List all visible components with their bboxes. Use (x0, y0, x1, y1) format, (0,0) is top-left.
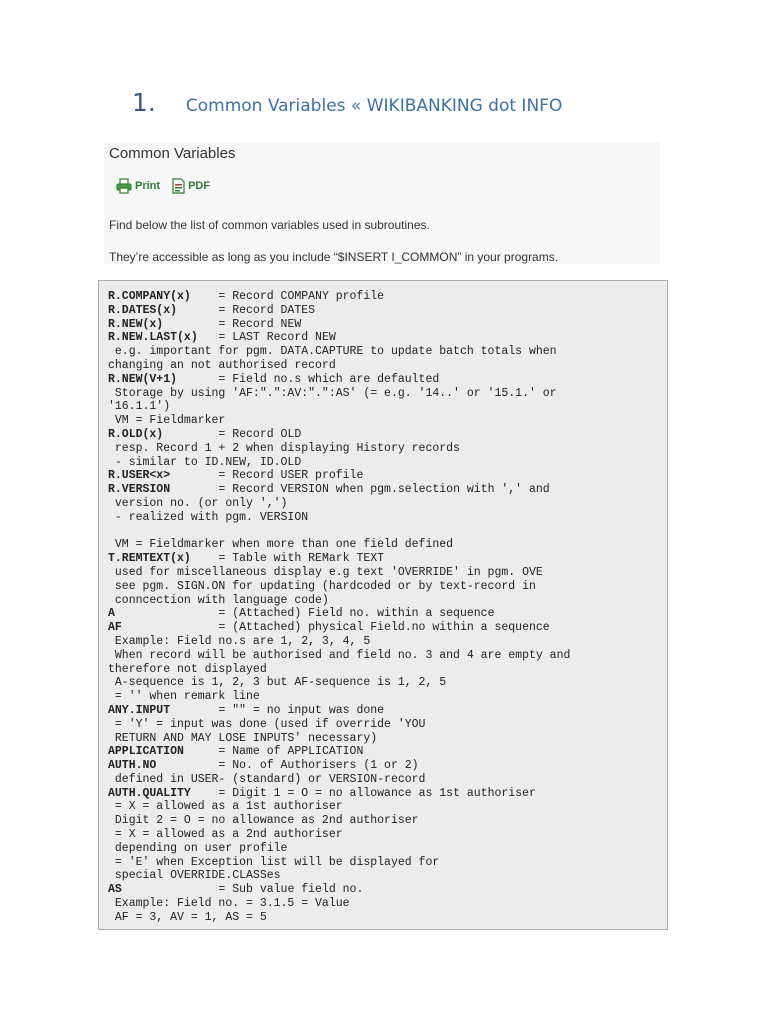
code-line (108, 787, 667, 801)
variable-description: AF = 3, AV = 1, AS = 5 (108, 910, 267, 924)
code-block (98, 280, 668, 930)
code-line (108, 690, 667, 704)
code-line (108, 869, 667, 883)
variable-description: = "" = no input was done (170, 703, 385, 717)
code-line (108, 442, 667, 456)
variable-description: therefore not displayed (108, 662, 267, 676)
code-line (108, 745, 667, 759)
code-line (108, 897, 667, 911)
variable-description: = 'E' when Exception list will be displayed for (108, 855, 440, 869)
variable-name: T.REMTEXT(x) (108, 552, 191, 566)
code-line (108, 649, 667, 663)
print-button[interactable] (116, 178, 160, 194)
variable-description: = Record DATES (177, 303, 316, 317)
variable-description: VM = Fieldmarker (108, 414, 226, 428)
variable-description: special OVERRIDE.CLASSes (108, 869, 281, 883)
variable-description: - realized with pgm. VERSION (108, 510, 309, 524)
printer-icon (116, 178, 132, 194)
variable-name: R.VERSION (108, 483, 171, 497)
code-line (108, 345, 667, 359)
variable-description: = Record NEW (163, 317, 302, 331)
variable-description: = Field no.s which are defaulted (177, 372, 440, 386)
variable-description: When record will be authorised and field no. 3 and 4 are empty and (108, 648, 571, 662)
variable-description: Digit 2 = O = no allowance as 2nd authoriser (108, 814, 419, 828)
code-line (108, 704, 667, 718)
code-line (108, 607, 667, 621)
variable-description: = Record OLD (163, 427, 302, 441)
variable-name: AUTH.QUALITY (108, 786, 191, 800)
code-line (108, 414, 667, 428)
variable-name: R.DATES(x) (108, 303, 178, 317)
toolbar (116, 178, 222, 194)
variable-name: AF (108, 621, 122, 635)
code-line (108, 676, 667, 690)
variable-name: R.NEW(x) (108, 317, 164, 331)
pdf-button[interactable] (172, 178, 210, 194)
variable-description: see pgm. SIGN.ON for updating (hardcoded or by text-record in (108, 579, 536, 593)
variable-name: R.USER<x> (108, 469, 171, 483)
variable-description: = Table with REMark TEXT (190, 552, 385, 566)
variable-description: VM = Fieldmarker when more than one field defined (108, 538, 454, 552)
code-line (108, 635, 667, 649)
code-line (108, 469, 667, 483)
list-number: 1. (132, 88, 156, 117)
pdf-label: PDF (188, 180, 211, 192)
code-line (108, 828, 667, 842)
code-line (108, 718, 667, 732)
variable-name: R.COMPANY(x) (108, 290, 191, 303)
variable-name: APPLICATION (108, 745, 184, 759)
code-line (108, 304, 667, 318)
pdf-icon (172, 178, 185, 194)
code-line (108, 814, 667, 828)
variable-description: e.g. important for pgm. DATA.CAPTURE to update batch totals when (108, 345, 557, 359)
code-line (108, 456, 667, 470)
code-line (108, 373, 667, 387)
code-line (108, 800, 667, 814)
code-line (108, 497, 667, 511)
code-line (108, 538, 667, 552)
variable-description: = No. of Authorisers (1 or 2) (156, 759, 419, 773)
variable-description: Example: Field no. = 3.1.5 = Value (108, 897, 350, 911)
page-title: Common Variables « WIKIBANKING dot INFO (185, 96, 563, 116)
variable-description: = Name of APPLICATION (183, 745, 364, 759)
variable-description: depending on user profile (108, 841, 288, 855)
variable-description: - similar to ID.NEW, ID.OLD (108, 455, 302, 469)
print-label: Print (135, 180, 161, 192)
variable-description: = X = allowed as a 2nd authoriser (108, 828, 343, 842)
variable-description: = Record VERSION when pgm.selection with ',' and (170, 483, 550, 497)
variable-description: = LAST Record NEW (197, 331, 336, 345)
code-line (108, 856, 667, 870)
variable-description: = (Attached) physical Field.no within a sequence (121, 621, 550, 635)
code-line (108, 732, 667, 746)
variable-description: version no. (or only ',') (108, 496, 288, 510)
code-line (108, 359, 667, 373)
variable-description: defined in USER- (standard) or VERSION-record (108, 772, 426, 786)
code-line (108, 552, 667, 566)
variable-description: '16.1.1') (108, 400, 171, 414)
code-line (108, 759, 667, 773)
variable-description: resp. Record 1 + 2 when displaying History records (108, 441, 460, 455)
code-line (108, 331, 667, 345)
variable-name: R.NEW(V+1) (108, 372, 178, 386)
intro-panel (104, 142, 660, 264)
code-line (108, 318, 667, 332)
code-line (108, 883, 667, 897)
code-line (108, 511, 667, 525)
variable-description: Example: Field no.s are 1, 2, 3, 4, 5 (108, 634, 371, 648)
code-line (108, 580, 667, 594)
variable-description: = Digit 1 = O = no allowance as 1st authoriser (190, 786, 536, 800)
variable-description: = Sub value field no. (121, 883, 364, 897)
code-line (108, 621, 667, 635)
intro-paragraph: Find below the list of common variables used in subroutines. (109, 218, 430, 232)
variable-name: R.OLD(x) (108, 427, 164, 441)
code-line (108, 483, 667, 497)
variable-description: RETURN AND MAY LOSE INPUTS' necessary) (108, 731, 378, 745)
variable-description: A-sequence is 1, 2, 3 but AF-sequence is 1, 2, 5 (108, 676, 447, 690)
code-line (108, 773, 667, 787)
variable-description: Storage by using 'AF:".":AV:".":AS' (= e.g. '14..' or '15.1.' or (108, 386, 557, 400)
code-line (108, 400, 667, 414)
code-line (108, 842, 667, 856)
variable-description: = 'Y' = input was done (used if override 'YOU (108, 717, 426, 731)
variable-description: = Record COMPANY profile (190, 290, 385, 303)
section-title: Common Variables (109, 145, 236, 162)
variable-name: AUTH.NO (108, 759, 157, 773)
code-line (108, 525, 667, 539)
variable-description: = X = allowed as a 1st authoriser (108, 800, 343, 814)
code-line (108, 566, 667, 580)
variable-description: conncection with language code) (108, 593, 329, 607)
variable-name: R.NEW.LAST(x) (108, 331, 198, 345)
variable-description: changing an not authorised record (108, 358, 336, 372)
heading (132, 88, 562, 128)
variable-description: used for miscellaneous display e.g text 'OVERRIDE' in pgm. OVE (108, 565, 543, 579)
code-line (108, 290, 667, 304)
variable-description: = Record USER profile (170, 469, 364, 483)
variable-description: = '' when remark line (108, 690, 260, 704)
variable-description: = (Attached) Field no. within a sequence (114, 607, 495, 621)
code-line (108, 428, 667, 442)
code-line (108, 387, 667, 401)
code-line (108, 911, 667, 925)
variable-name: AS (108, 883, 122, 897)
code-line (108, 594, 667, 608)
variable-name: ANY.INPUT (108, 703, 171, 717)
code-line (108, 663, 667, 677)
include-note: They’re accessible as long as you include “$INSERT I_COMMON” in your programs. (109, 250, 559, 264)
variable-name: A (108, 607, 115, 621)
